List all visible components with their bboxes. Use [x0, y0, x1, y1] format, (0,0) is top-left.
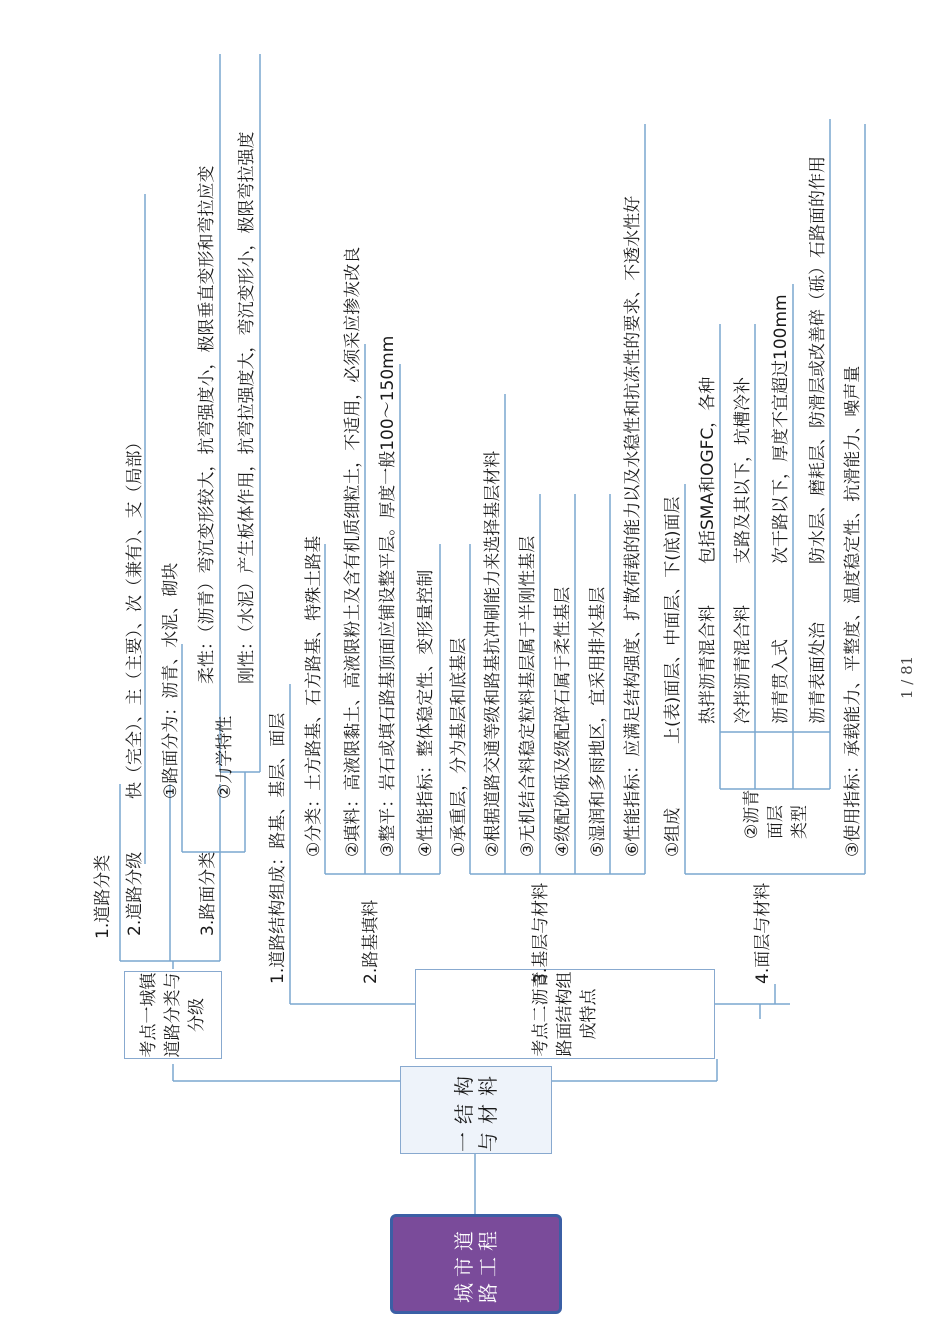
kp1-c2-text: 快（完全）、主（主要）、次（兼有）、支（局部）: [125, 433, 145, 799]
kp2-c4-3: ③使用指标：承载能力、平整度、温度稳定性、抗滑能力、噪声量: [843, 365, 863, 857]
kp1-c1: 1.道路分类: [93, 854, 113, 939]
kp2-c4-2-name-1: 热拌沥青混合料: [698, 605, 718, 724]
kp2-c4-2: ②沥青面层类型: [742, 789, 810, 839]
kp2-c4-2-desc-3: 次干路以下，厚度不宜超过100mm: [771, 294, 791, 564]
kp2-c3-item-4: ④级配砂砾及级配碎石属于柔性基层: [553, 586, 573, 857]
kp2-c4-2-desc-4: 防水层、磨耗层、防滑层或改善碎（砾）石路面的作用: [808, 156, 828, 564]
kp2-c4-2-desc-2: 支路及其以下，坑槽冷补: [733, 377, 753, 564]
kp2-c2: 2.路基填料: [361, 899, 381, 984]
kp1-c2: 2.道路分级: [125, 851, 145, 936]
kp2-c3: 3.基层与材料: [531, 882, 551, 984]
kp2-c3-item-5: ⑤湿润和多雨地区，宜采用排水基层: [588, 586, 608, 857]
kp2-c4-2-name-2: 冷拌沥青混合料: [733, 605, 753, 724]
kp2-c3-item-3: ③无机结合料稳定粒料基层属于半刚性基层: [518, 535, 538, 857]
kp2-c2-item-3: ③整平：岩石或填石路基顶面应铺设整平层。厚度一般100～150mm: [378, 335, 398, 857]
kp1-flexible: 柔性：（沥青）弯沉变形较大，抗弯强度小，极限垂直变形和弯拉应变: [197, 165, 217, 684]
kp1-c3: 3.路面分类: [198, 851, 218, 936]
kp2-c4-2-desc-1: 包括SMA和OGFC，各种: [698, 376, 718, 564]
main-topic-node[interactable]: 一结构与材料: [400, 1066, 552, 1154]
kp2-c4: 4.面层与材料: [753, 882, 773, 984]
kp1-rigid: 刚性：（水泥）产生板体作用，抗弯拉强度大，弯沉变形小，极限弯拉强度: [237, 131, 257, 684]
kp2-c4-2-name-3: 沥青贯入式: [771, 639, 791, 724]
kp2-c3-item-1: ①承重层，分为基层和底基层: [449, 637, 469, 857]
kp2-c2-item-1: ①分类：土方路基、石方路基、特殊土路基: [304, 535, 324, 857]
kp2-c4-2-name-4: 沥青表面处治: [808, 622, 828, 724]
kp2-c2-item-2: ②填料：高液限黏土、高液限粉土及含有机质细粒土，不适用，必须采应掺灰改良: [343, 246, 363, 857]
kp1-c3-2: ②力学特性: [215, 715, 235, 799]
kp1-c3-1: ①路面分为：沥青、水泥、砌块: [161, 562, 181, 799]
kp2-c4-1: ①组成: [663, 807, 683, 857]
page-number: 1 / 81: [898, 655, 916, 699]
kp2-c3-item-6: ⑥性能指标：应满足结构强度、扩散荷载的能力以及水稳性和抗冻性的要求、不透水性好: [623, 195, 643, 857]
kp2-c3-item-2: ②根据道路交通等级和路基抗冲刷能力来选择基层材料: [483, 450, 503, 857]
root-node[interactable]: 城市道路工程: [390, 1214, 562, 1314]
kp2-c2-item-4: ④性能指标：整体稳定性、变形量控制: [416, 569, 436, 857]
kp2-c4-1-text: 上(表)面层、中面层、下(底)面层: [663, 496, 683, 744]
kp2-c1: 1.道路结构组成：路基、基层、面层: [268, 712, 288, 984]
kp1-node[interactable]: 考点一城镇道路分类与分级: [124, 971, 222, 1059]
kp2-node[interactable]: 考点二沥青路面结构组成特点: [415, 969, 715, 1059]
